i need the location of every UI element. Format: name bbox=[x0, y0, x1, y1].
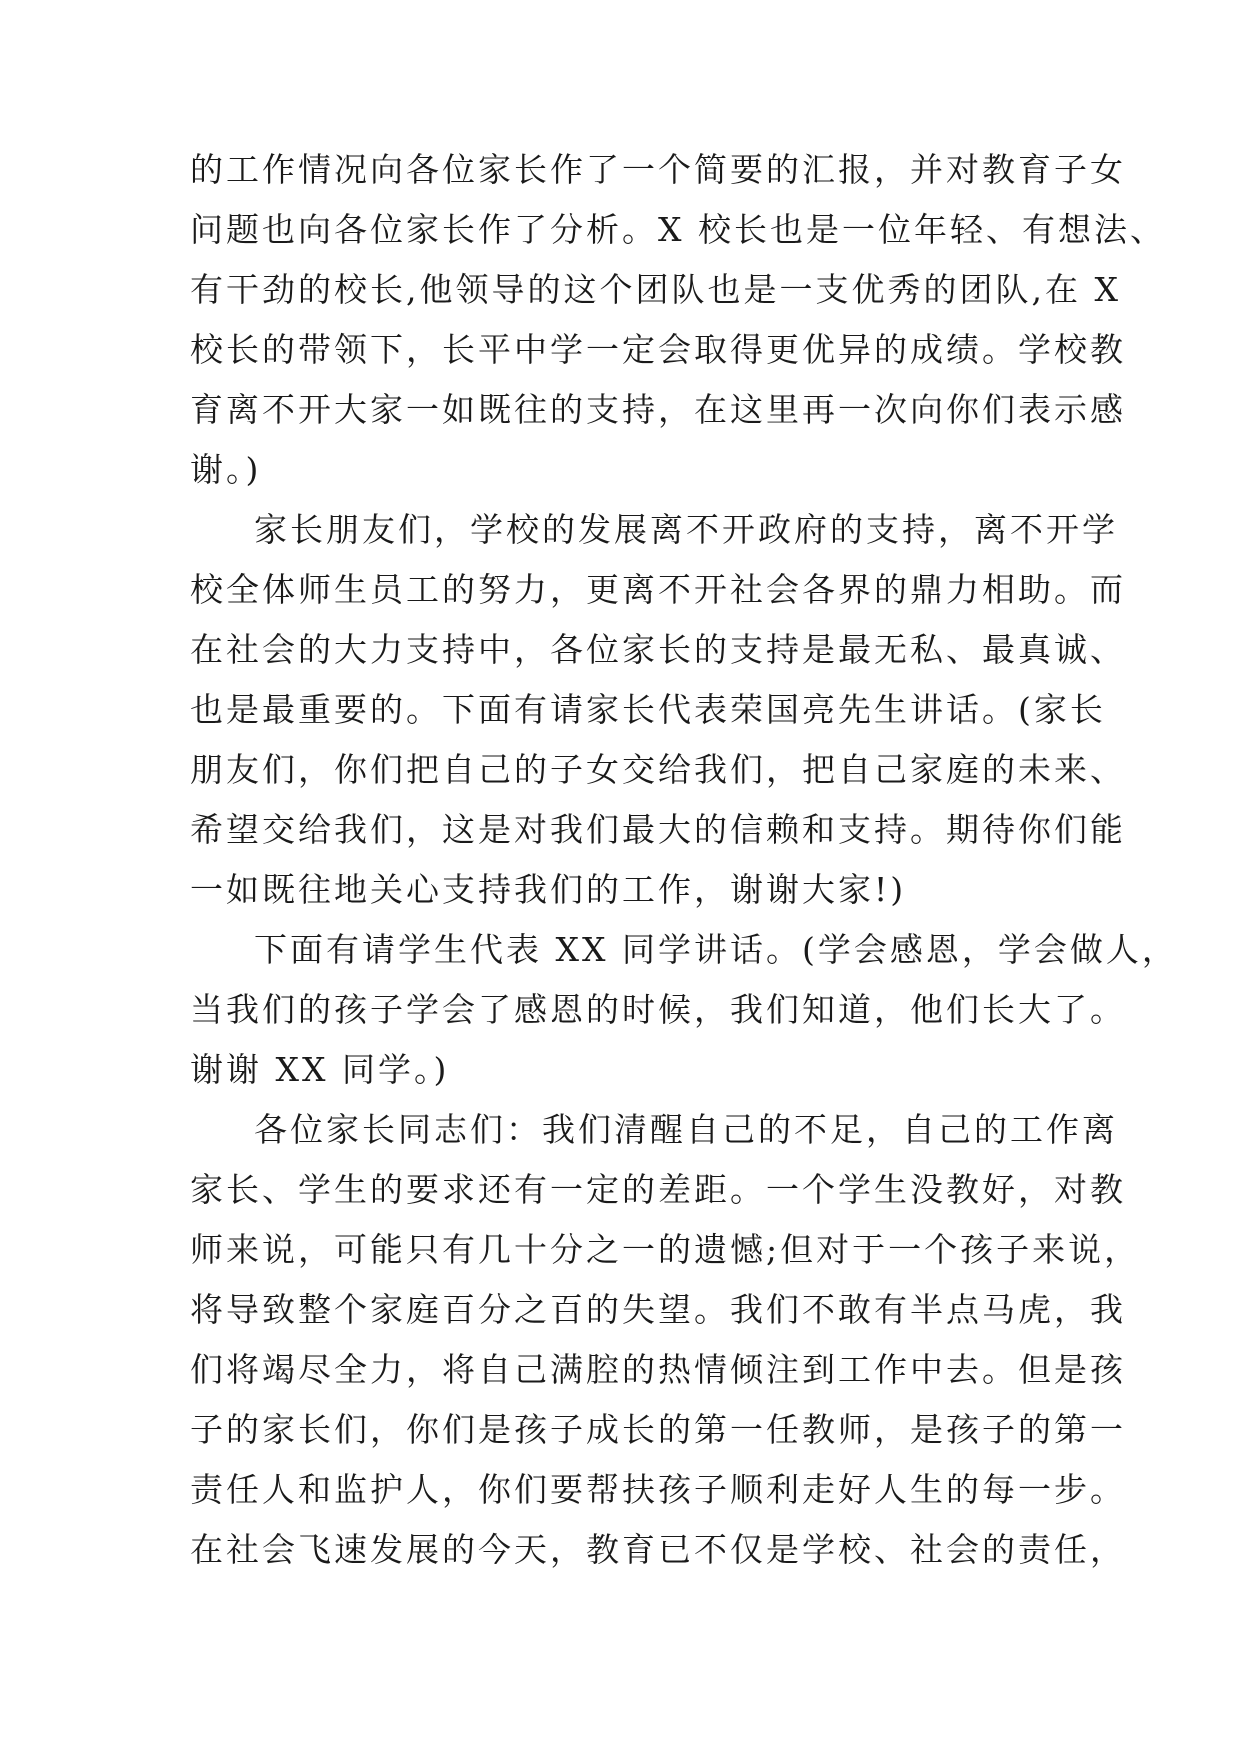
text-line: 当我们的孩子学会了感恩的时候，我们知道，他们长大了。 bbox=[190, 990, 1126, 1029]
text-line: 育离不开大家一如既往的支持，在这里再一次向你们表示感 bbox=[190, 390, 1126, 429]
text-line: 问题也向各位家长作了分析。X 校长也是一位年轻、有想法、 bbox=[190, 210, 1166, 249]
text-line: 校全体师生员工的努力，更离不开社会各界的鼎力相助。而 bbox=[190, 570, 1126, 609]
paragraph-first-line: 家长朋友们，学校的发展离不开政府的支持，离不开学 bbox=[254, 510, 1118, 549]
text-line: 有干劲的校长,他领导的这个团队也是一支优秀的团队,在 X bbox=[190, 270, 1121, 309]
text-line: 一如既往地关心支持我们的工作，谢谢大家!) bbox=[190, 870, 907, 909]
text-line: 家长、学生的要求还有一定的差距。一个学生没教好，对教 bbox=[190, 1170, 1126, 1209]
text-line: 希望交给我们，这是对我们最大的信赖和支持。期待你们能 bbox=[190, 810, 1126, 849]
paragraph-first-line: 下面有请学生代表 XX 同学讲话。(学会感恩，学会做人， bbox=[254, 930, 1178, 969]
text-line: 在社会的大力支持中，各位家长的支持是最无私、最真诚、 bbox=[190, 630, 1126, 669]
text-line: 谢谢 XX 同学。) bbox=[190, 1050, 450, 1089]
text-line: 责任人和监护人，你们要帮扶孩子顺利走好人生的每一步。 bbox=[190, 1470, 1126, 1509]
text-line: 将导致整个家庭百分之百的失望。我们不敢有半点马虎，我 bbox=[190, 1290, 1126, 1329]
text-line: 在社会飞速发展的今天，教育已不仅是学校、社会的责任， bbox=[190, 1530, 1126, 1569]
text-line: 师来说，可能只有几十分之一的遗憾;但对于一个孩子来说， bbox=[190, 1230, 1141, 1269]
text-line: 子的家长们，你们是孩子成长的第一任教师，是孩子的第一 bbox=[190, 1410, 1126, 1449]
text-line: 们将竭尽全力，将自己满腔的热情倾注到工作中去。但是孩 bbox=[190, 1350, 1126, 1389]
paragraph-first-line: 各位家长同志们：我们清醒自己的不足，自己的工作离 bbox=[254, 1110, 1118, 1149]
text-line: 也是最重要的。下面有请家长代表荣国亮先生讲话。(家长 bbox=[190, 690, 1106, 729]
text-line: 谢。) bbox=[190, 450, 262, 489]
text-line: 朋友们，你们把自己的子女交给我们，把自己家庭的未来、 bbox=[190, 750, 1126, 789]
text-line: 校长的带领下，长平中学一定会取得更优异的成绩。学校教 bbox=[190, 330, 1126, 369]
text-line: 的工作情况向各位家长作了一个简要的汇报，并对教育子女 bbox=[190, 150, 1126, 189]
